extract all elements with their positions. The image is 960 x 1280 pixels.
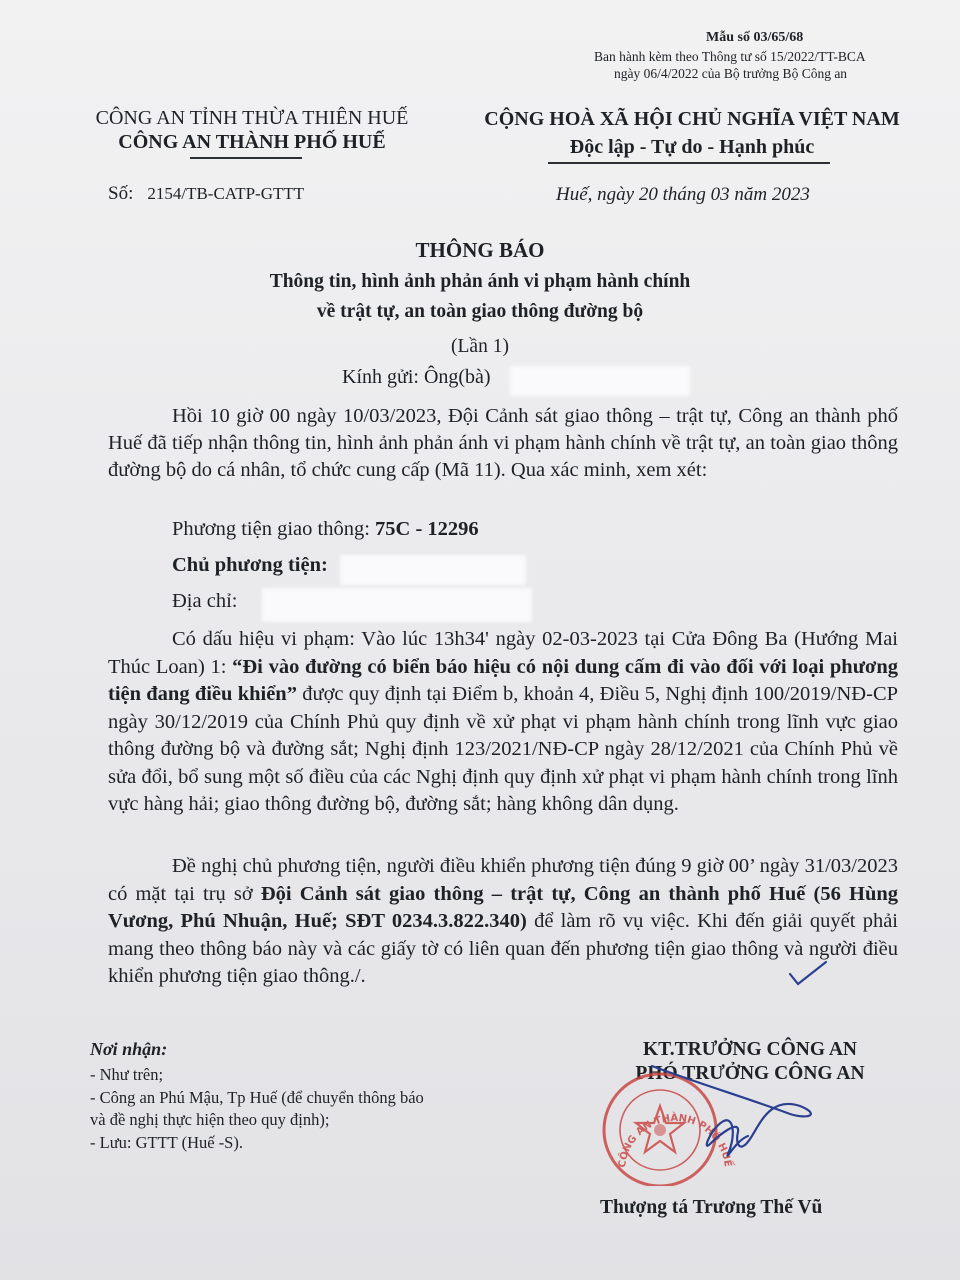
violation-paragraph [108,626,898,819]
agency-parent: CÔNG AN TỈNH THỪA THIÊN HUẾ [95,107,409,129]
reference-line [108,183,304,205]
form-issued-line1: Ban hành kèm theo Thông tư số 15/2022/TT-BCA [594,49,866,64]
license-plate: 75C - 12296 [375,518,479,540]
address-redaction [262,588,532,622]
recipient-item-2b: và đề nghị thực hiện theo quy định); [90,1110,330,1129]
national-motto: Độc lập - Tự do - Hạnh phúc [569,136,815,158]
request-office: Đội Cảnh sát giao thông – trật tự, Công an thành phố Huế (56 Hùng Vương, Phú Nhuận, Huế; SĐT 0234.3.822.340) [108,882,899,932]
stamp-text: CÔNG AN THÀNH PHỐ HUẾ [617,1112,733,1169]
address-label: Địa chỉ: [172,590,238,612]
reference-number: 2154/TB-CATP-GTTT [147,184,305,203]
owner-redaction [340,555,526,585]
request-rest: để làm rõ vụ việc. Khi đến giải quyết phải mang theo thông báo này và các giấy tờ có liên quan đến phương tiện giao thông và người điều khiển phương tiện giao thông./. [108,910,898,987]
notice-count: (Lần 1) [451,336,509,357]
signature-title-1: KT.TRƯỞNG CÔNG AN [643,1039,857,1060]
violation-rest: được quy định tại Điểm b, khoản 4, Điều 5, Nghị định 100/2019/NĐ-CP ngày 30/12/2019 của Chính Phủ quy định về xử phạt vi phạm hành chính trong lĩnh vực giao thông đường bộ và đường sắt; Nghị định 123/2021/NĐ-CP ngày 28/12/2021 của Chính Phủ về sửa đổi, bổ sung một số điều của các Nghị định quy định xử phạt vi phạm hành chính trong lĩnh vực hàng hải; giao thông đường bộ, đường sắt; hàng không dân dụng. [108,683,899,815]
request-paragraph [108,853,898,991]
form-issued-line2: ngày 06/4/2022 của Bộ trưởng Bộ Công an [614,66,848,81]
signer-name: Thượng tá Trương Thế Vũ [600,1197,823,1218]
form-number: Mẫu số 03/65/68 [706,30,804,45]
recipients-title: Nơi nhận: [90,1039,168,1059]
owner-label: Chủ phương tiện: [172,554,328,576]
agency-unit: CÔNG AN THÀNH PHỐ HUẾ [118,131,386,153]
document-date: Huế, ngày 20 tháng 03 năm 2023 [556,184,810,205]
vehicle-line [172,518,479,541]
intro-paragraph [108,403,898,484]
recipient-item-3: - Lưu: GTTT (Huế -S). [90,1133,243,1152]
request-lead: Đề nghị chủ phương tiện, người điều khiển phương tiện đúng 9 giờ 00’ ngày 31/03/2023 có mặt tại trụ sở [108,855,898,905]
vehicle-label: Phương tiện giao thông: [172,518,370,540]
document-subtitle-1: Thông tin, hình ảnh phản ánh vi phạm hành chính [269,271,691,292]
owner-line [172,554,328,577]
motto-underline [548,162,830,164]
handwritten-signature-icon [640,1044,840,1174]
signature-title-2: PHÓ TRƯỞNG CÔNG AN [635,1063,865,1084]
recipient-label: Kính gửi: Ông(bà) [342,366,491,388]
reference-label: Số: [108,183,134,204]
recipient-item-1: - Như trên; [90,1065,164,1084]
violation-lead: Có dấu hiệu vi phạm: Vào lúc 13h34' ngày 02-03-2023 tại Cửa Đông Ba (Hướng Mai Thúc Loan) 1: [108,628,898,678]
intro-text: Hồi 10 giờ 00 ngày 10/03/2023, Đội Cảnh sát giao thông – trật tự, Công an thành phố Huế đã tiếp nhận thông tin, hình ảnh phản ánh vi phạm hành chính về trật tự, an toàn giao thông đường bộ do cá nhân, tổ chức cung cấp (Mã 11). Qua xác minh, xem xét: [108,405,898,481]
violation-quote: “Đi vào đường có biển báo hiệu có nội dung cấm đi vào đối với loại phương tiện đang điều khiển” [108,655,899,705]
document-title: THÔNG BÁO [415,238,545,262]
recipient-redaction [510,366,690,396]
national-title: CỘNG HOÀ XÃ HỘI CHỦ NGHĨA VIỆT NAM [484,108,900,130]
checkmark-icon [786,958,830,990]
agency-underline [190,157,302,159]
recipient-item-2a: - Công an Phú Mậu, Tp Huế (để chuyển thông báo [90,1088,424,1107]
document-subtitle-2: về trật tự, an toàn giao thông đường bộ [316,301,644,322]
address-line [172,590,237,613]
